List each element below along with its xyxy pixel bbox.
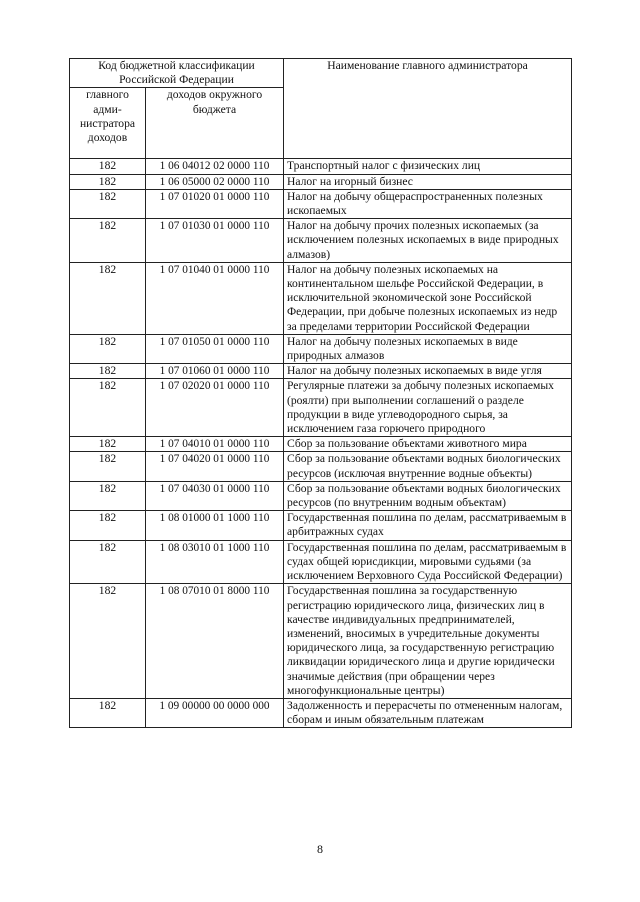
header-admin-name: Наименование главного администратора xyxy=(284,59,572,159)
admin-code-cell: 182 xyxy=(70,452,146,481)
income-code-cell: 1 08 07010 01 8000 110 xyxy=(146,584,284,699)
table-row xyxy=(70,334,572,363)
table-row xyxy=(70,698,572,727)
admin-name-cell: Регулярные платежи за добычу полезных ископаемых (роялти) при выполнении соглашений о разделе продукции в виде углеводородного сырья, за исключением газа горючего природного xyxy=(284,379,572,437)
admin-name-cell: Государственная пошлина за государственную регистрацию юридического лица, физических лиц в качестве индивидуальных предпринимателей, изменений, вносимых в учредительные документы юридического лица, за государственную регистрацию ликвидации юридического лица и другие юридически значимые действия (при обращении через многофункциональные центры) xyxy=(284,584,572,699)
table-row xyxy=(70,174,572,189)
table-row xyxy=(70,452,572,481)
admin-code-cell: 182 xyxy=(70,159,146,174)
table-row xyxy=(70,481,572,510)
admin-name-cell: Государственная пошлина по делам, рассматриваемым в судах общей юрисдикции, мировыми судьями (за исключением Верховного Суда Российской Федерации) xyxy=(284,540,572,584)
table-row xyxy=(70,189,572,218)
table-row xyxy=(70,364,572,379)
table-row xyxy=(70,379,572,437)
admin-code-cell: 182 xyxy=(70,437,146,452)
income-code-cell: 1 09 00000 00 0000 000 xyxy=(146,698,284,727)
table-row xyxy=(70,262,572,334)
header-group-title: Код бюджетной классификации Российской Федерации xyxy=(70,59,284,88)
admin-code-cell: 182 xyxy=(70,189,146,218)
income-code-cell: 1 06 05000 02 0000 110 xyxy=(146,174,284,189)
admin-code-cell: 182 xyxy=(70,174,146,189)
admin-code-cell: 182 xyxy=(70,379,146,437)
admin-name-cell: Транспортный налог с физических лиц xyxy=(284,159,572,174)
admin-name-cell: Налог на добычу полезных ископаемых в виде угля xyxy=(284,364,572,379)
admin-name-cell: Сбор за пользование объектами животного мира xyxy=(284,437,572,452)
admin-code-cell: 182 xyxy=(70,364,146,379)
income-code-cell: 1 07 01050 01 0000 110 xyxy=(146,334,284,363)
table-row xyxy=(70,584,572,699)
income-code-cell: 1 07 04020 01 0000 110 xyxy=(146,452,284,481)
table-row xyxy=(70,511,572,540)
table-row xyxy=(70,540,572,584)
header-row-1 xyxy=(70,59,572,88)
table-row xyxy=(70,437,572,452)
admin-code-cell: 182 xyxy=(70,698,146,727)
header-income-code: доходов окружного бюджета xyxy=(146,88,284,159)
income-code-cell: 1 08 03010 01 1000 110 xyxy=(146,540,284,584)
header-admin-code: главного адми-нистратора доходов xyxy=(70,88,146,159)
table-row xyxy=(70,219,572,263)
table-body xyxy=(70,159,572,728)
budget-classification-table xyxy=(69,58,572,728)
income-code-cell: 1 07 04010 01 0000 110 xyxy=(146,437,284,452)
income-code-cell: 1 07 01020 01 0000 110 xyxy=(146,189,284,218)
admin-name-cell: Государственная пошлина по делам, рассматриваемым в арбитражных судах xyxy=(284,511,572,540)
income-code-cell: 1 07 04030 01 0000 110 xyxy=(146,481,284,510)
income-code-cell: 1 07 01060 01 0000 110 xyxy=(146,364,284,379)
admin-code-cell: 182 xyxy=(70,511,146,540)
income-code-cell: 1 06 04012 02 0000 110 xyxy=(146,159,284,174)
admin-name-cell: Сбор за пользование объектами водных биологических ресурсов (по внутренним водным объектам) xyxy=(284,481,572,510)
table-row xyxy=(70,159,572,174)
income-code-cell: 1 08 01000 01 1000 110 xyxy=(146,511,284,540)
admin-code-cell: 182 xyxy=(70,219,146,263)
admin-code-cell: 182 xyxy=(70,481,146,510)
admin-name-cell: Налог на добычу прочих полезных ископаемых (за исключением полезных ископаемых в виде природных алмазов) xyxy=(284,219,572,263)
page-number: 8 xyxy=(317,842,323,856)
income-code-cell: 1 07 01040 01 0000 110 xyxy=(146,262,284,334)
income-code-cell: 1 07 02020 01 0000 110 xyxy=(146,379,284,437)
admin-name-cell: Налог на добычу общераспространенных полезных ископаемых xyxy=(284,189,572,218)
admin-name-cell: Задолженность и перерасчеты по отмененным налогам, сборам и иным обязательным платежам xyxy=(284,698,572,727)
income-code-cell: 1 07 01030 01 0000 110 xyxy=(146,219,284,263)
admin-code-cell: 182 xyxy=(70,262,146,334)
admin-code-cell: 182 xyxy=(70,584,146,699)
admin-name-cell: Налог на добычу полезных ископаемых в виде природных алмазов xyxy=(284,334,572,363)
admin-name-cell: Налог на добычу полезных ископаемых на континентальном шельфе Российской Федерации, в исключительной экономической зоне Российской Федерации, при добыче полезных ископаемых из недр за пределами территории Российской Федерации xyxy=(284,262,572,334)
admin-code-cell: 182 xyxy=(70,540,146,584)
admin-code-cell: 182 xyxy=(70,334,146,363)
admin-name-cell: Налог на игорный бизнес xyxy=(284,174,572,189)
admin-name-cell: Сбор за пользование объектами водных биологических ресурсов (исключая внутренние водные объекты) xyxy=(284,452,572,481)
